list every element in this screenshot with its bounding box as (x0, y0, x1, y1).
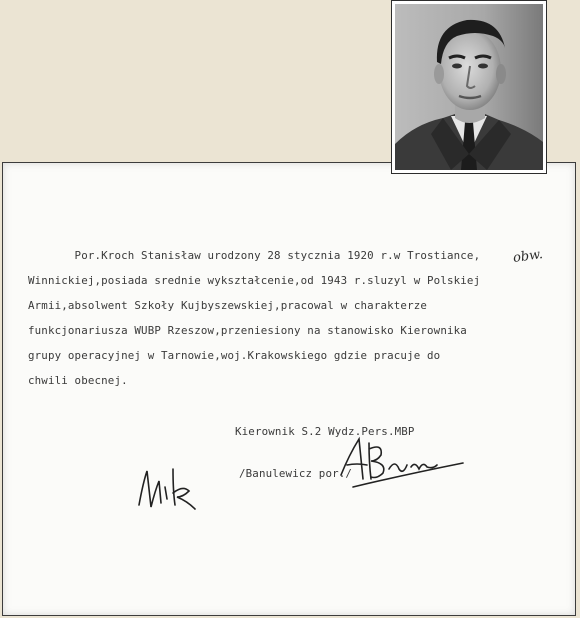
document-line-3: Armii,absolwent Szkoły Kujbyszewskiej,pracowal w charakterze (28, 299, 428, 312)
portrait-photo (391, 0, 547, 174)
document-line-6: chwili obecnej. (28, 374, 128, 387)
signature-right (333, 435, 483, 495)
document-line-2: Winnickiej,posiada srednie wykształcenie,od 1943 r.sluzyl w Polskiej (28, 274, 481, 287)
portrait-photo-icon (395, 4, 543, 170)
signature-title: Kierownik S.2 Wydz.Pers.MBP (235, 425, 415, 438)
document-sheet (2, 162, 576, 616)
signature-left (133, 463, 203, 513)
handwritten-note: obw. (512, 246, 544, 267)
document-line-1: Por.Kroch Stanisław urodzony 28 stycznia 1920 r.w Trostiance, (28, 249, 481, 262)
document-line-4: funkcjonariusza WUBP Rzeszow,przeniesiony na stanowisko Kierownika (28, 324, 467, 337)
document-line-5: grupy operacyjnej w Tarnowie,woj.Krakowskiego gdzie pracuje do (28, 349, 441, 362)
signature-left-icon (133, 463, 203, 513)
signature-name: /Banulewicz por./ (239, 467, 353, 480)
signature-right-icon (333, 435, 483, 495)
